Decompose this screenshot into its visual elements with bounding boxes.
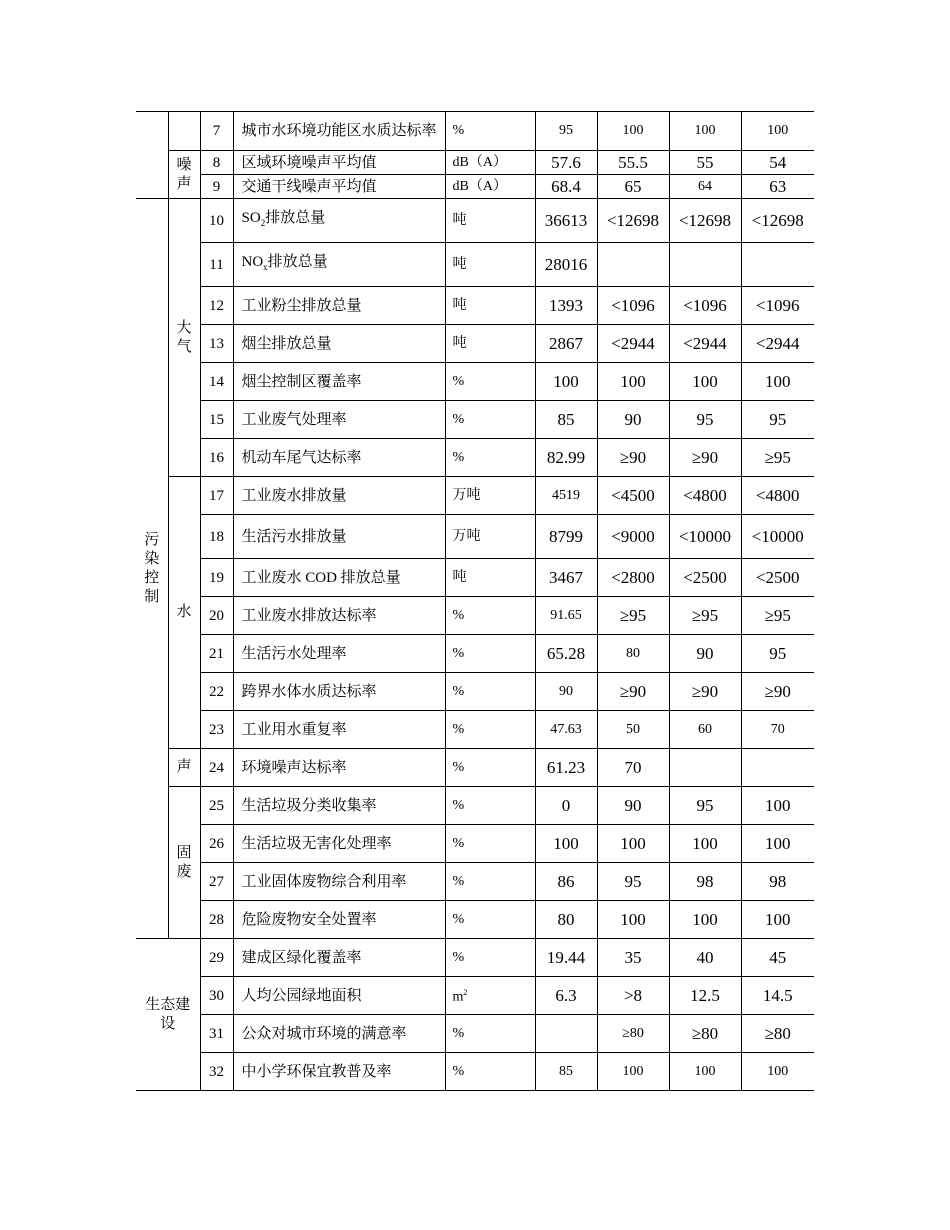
unit: 吨 — [445, 199, 535, 243]
value-target-3: ≥95 — [741, 439, 814, 477]
value-current: 57.6 — [535, 151, 597, 175]
unit: % — [445, 711, 535, 749]
row-number: 18 — [200, 515, 233, 559]
value-current: 90 — [535, 673, 597, 711]
table-row — [136, 863, 814, 901]
value-target-3: 100 — [741, 825, 814, 863]
value-target-2: ≥90 — [669, 673, 741, 711]
value-target-2: 100 — [669, 825, 741, 863]
value-target-3: 100 — [741, 363, 814, 401]
unit: % — [445, 673, 535, 711]
value-target-3: <4800 — [741, 477, 814, 515]
table-row — [136, 901, 814, 939]
value-target-2: <2944 — [669, 325, 741, 363]
unit: % — [445, 401, 535, 439]
table-row — [136, 1015, 814, 1053]
value-target-3: <2500 — [741, 559, 814, 597]
unit: % — [445, 1015, 535, 1053]
value-target-1: <2800 — [597, 559, 669, 597]
indicator-name: 区域环境噪声平均值 — [233, 151, 445, 175]
table-row — [136, 635, 814, 673]
row-number: 32 — [200, 1053, 233, 1091]
unit: % — [445, 112, 535, 151]
value-target-3: 100 — [741, 787, 814, 825]
value-current: 4519 — [535, 477, 597, 515]
table-row — [136, 477, 814, 515]
category-eco-construction: 生态建设 — [136, 939, 200, 1091]
table-row — [136, 1053, 814, 1091]
value-current: 8799 — [535, 515, 597, 559]
value-current: 19.44 — [535, 939, 597, 977]
value-current: 36613 — [535, 199, 597, 243]
value-current: 3467 — [535, 559, 597, 597]
row-number: 21 — [200, 635, 233, 673]
unit: % — [445, 825, 535, 863]
table-body — [136, 112, 814, 1091]
unit: % — [445, 787, 535, 825]
row-number: 24 — [200, 749, 233, 787]
value-target-1: 100 — [597, 112, 669, 151]
indicator-name: 交通干线噪声平均值 — [233, 175, 445, 199]
value-target-3: 100 — [741, 1053, 814, 1091]
value-target-3: ≥95 — [741, 597, 814, 635]
subcategory-noise: 噪声 — [168, 151, 200, 199]
value-target-3: <10000 — [741, 515, 814, 559]
unit: 万吨 — [445, 477, 535, 515]
table-row — [136, 151, 814, 175]
indicator-name: 环境噪声达标率 — [233, 749, 445, 787]
value-target-3: 14.5 — [741, 977, 814, 1015]
value-target-1: 100 — [597, 1053, 669, 1091]
value-target-2: 40 — [669, 939, 741, 977]
value-target-1: 65 — [597, 175, 669, 199]
indicator-name: 工业废水 COD 排放总量 — [233, 559, 445, 597]
value-target-2: <2500 — [669, 559, 741, 597]
value-target-2: 100 — [669, 1053, 741, 1091]
value-target-1: 55.5 — [597, 151, 669, 175]
row-number: 7 — [200, 112, 233, 151]
value-target-2 — [669, 243, 741, 287]
row-number: 26 — [200, 825, 233, 863]
row-number: 15 — [200, 401, 233, 439]
unit: 吨 — [445, 559, 535, 597]
unit: 吨 — [445, 287, 535, 325]
table-row — [136, 597, 814, 635]
value-current: 47.63 — [535, 711, 597, 749]
value-current: 68.4 — [535, 175, 597, 199]
unit: % — [445, 439, 535, 477]
value-current: 6.3 — [535, 977, 597, 1015]
unit: % — [445, 749, 535, 787]
value-current: 80 — [535, 901, 597, 939]
value-target-3: ≥80 — [741, 1015, 814, 1053]
value-target-1: 35 — [597, 939, 669, 977]
value-target-1: 80 — [597, 635, 669, 673]
indicator-name: 烟尘控制区覆盖率 — [233, 363, 445, 401]
value-current: 85 — [535, 401, 597, 439]
value-current: 82.99 — [535, 439, 597, 477]
value-target-2: ≥90 — [669, 439, 741, 477]
indicator-name: 工业粉尘排放总量 — [233, 287, 445, 325]
row-number: 27 — [200, 863, 233, 901]
indicator-name: 危险废物安全处置率 — [233, 901, 445, 939]
value-current: 95 — [535, 112, 597, 151]
row-number: 28 — [200, 901, 233, 939]
value-target-3: 95 — [741, 635, 814, 673]
indicator-name: 工业固体废物综合利用率 — [233, 863, 445, 901]
value-current: 86 — [535, 863, 597, 901]
unit: % — [445, 635, 535, 673]
value-target-2: <12698 — [669, 199, 741, 243]
value-target-1: 90 — [597, 401, 669, 439]
value-target-2: ≥80 — [669, 1015, 741, 1053]
value-target-3: <12698 — [741, 199, 814, 243]
row-number: 9 — [200, 175, 233, 199]
row-number: 23 — [200, 711, 233, 749]
value-target-1: ≥90 — [597, 673, 669, 711]
value-current: 100 — [535, 825, 597, 863]
value-target-2: <4800 — [669, 477, 741, 515]
table-row — [136, 749, 814, 787]
value-target-2: <1096 — [669, 287, 741, 325]
value-target-3: 100 — [741, 112, 814, 151]
value-current: 61.23 — [535, 749, 597, 787]
table-row — [136, 515, 814, 559]
unit: 吨 — [445, 243, 535, 287]
value-target-2: ≥95 — [669, 597, 741, 635]
table-row — [136, 559, 814, 597]
table-row — [136, 825, 814, 863]
unit: dB（A） — [445, 151, 535, 175]
value-target-3 — [741, 243, 814, 287]
category-pollution-control: 污染控制 — [136, 199, 168, 939]
table-row — [136, 199, 814, 243]
value-current: 1393 — [535, 287, 597, 325]
subcategory-sound: 声 — [168, 749, 200, 787]
value-target-3: 54 — [741, 151, 814, 175]
table-row — [136, 401, 814, 439]
table-row — [136, 363, 814, 401]
table-row — [136, 175, 814, 199]
indicator-name: 工业废水排放达标率 — [233, 597, 445, 635]
value-target-1 — [597, 243, 669, 287]
row-number: 11 — [200, 243, 233, 287]
value-target-1: 100 — [597, 363, 669, 401]
indicator-name: $NO_x$排放总量 — [233, 243, 445, 287]
value-target-1: <1096 — [597, 287, 669, 325]
row-number: 19 — [200, 559, 233, 597]
unit: dB（A） — [445, 175, 535, 199]
table-row — [136, 939, 814, 977]
value-target-3: <1096 — [741, 287, 814, 325]
value-target-2: 98 — [669, 863, 741, 901]
indicator-name: 生活污水排放量 — [233, 515, 445, 559]
row-number: 8 — [200, 151, 233, 175]
value-current: 28016 — [535, 243, 597, 287]
indicator-table — [136, 111, 814, 1091]
unit: % — [445, 939, 535, 977]
value-target-1: ≥80 — [597, 1015, 669, 1053]
category-cell-empty — [136, 112, 168, 199]
value-target-2: 90 — [669, 635, 741, 673]
row-number: 31 — [200, 1015, 233, 1053]
table-row — [136, 711, 814, 749]
indicator-name: 机动车尾气达标率 — [233, 439, 445, 477]
value-current: 2867 — [535, 325, 597, 363]
value-current — [535, 1015, 597, 1053]
row-number: 20 — [200, 597, 233, 635]
value-target-1: 50 — [597, 711, 669, 749]
indicator-name: $SO_2$排放总量 — [233, 199, 445, 243]
value-current: 100 — [535, 363, 597, 401]
row-number: 17 — [200, 477, 233, 515]
value-target-3: ≥90 — [741, 673, 814, 711]
value-target-3: 98 — [741, 863, 814, 901]
value-target-3: 45 — [741, 939, 814, 977]
unit: % — [445, 1053, 535, 1091]
value-target-2: 12.5 — [669, 977, 741, 1015]
value-target-1: <9000 — [597, 515, 669, 559]
value-target-1: 100 — [597, 901, 669, 939]
table-row — [136, 112, 814, 151]
subcategory-solid-waste: 固废 — [168, 787, 200, 939]
unit: 万吨 — [445, 515, 535, 559]
unit: % — [445, 597, 535, 635]
value-target-3 — [741, 749, 814, 787]
row-number: 29 — [200, 939, 233, 977]
value-target-1: >8 — [597, 977, 669, 1015]
value-target-1: <4500 — [597, 477, 669, 515]
value-target-1: 70 — [597, 749, 669, 787]
value-target-2: <10000 — [669, 515, 741, 559]
row-number: 12 — [200, 287, 233, 325]
value-target-3: 100 — [741, 901, 814, 939]
value-current: 91.65 — [535, 597, 597, 635]
value-target-3: 95 — [741, 401, 814, 439]
value-target-1: <12698 — [597, 199, 669, 243]
indicator-name: 工业废水排放量 — [233, 477, 445, 515]
subcategory-water: 水 — [168, 477, 200, 749]
indicator-name: 生活污水处理率 — [233, 635, 445, 673]
table-row — [136, 243, 814, 287]
value-target-1: ≥90 — [597, 439, 669, 477]
value-target-2: 64 — [669, 175, 741, 199]
indicator-name: 中小学环保宜教普及率 — [233, 1053, 445, 1091]
unit: $m^2$ — [445, 977, 535, 1015]
value-current: 0 — [535, 787, 597, 825]
indicator-name: 公众对城市环境的满意率 — [233, 1015, 445, 1053]
value-target-1: 100 — [597, 825, 669, 863]
indicator-name: 跨界水体水质达标率 — [233, 673, 445, 711]
indicator-name: 人均公园绿地面积 — [233, 977, 445, 1015]
unit: 吨 — [445, 325, 535, 363]
unit: % — [445, 863, 535, 901]
value-target-2: 55 — [669, 151, 741, 175]
table-row — [136, 673, 814, 711]
value-target-2: 100 — [669, 363, 741, 401]
value-target-2: 100 — [669, 112, 741, 151]
subcategory-air: 大气 — [168, 199, 200, 477]
indicator-name: 城市水环境功能区水质达标率 — [233, 112, 445, 151]
indicator-name: 生活垃圾分类收集率 — [233, 787, 445, 825]
unit: % — [445, 363, 535, 401]
table-row — [136, 977, 814, 1015]
indicator-name: 生活垃圾无害化处理率 — [233, 825, 445, 863]
value-target-2: 95 — [669, 787, 741, 825]
value-target-1: 95 — [597, 863, 669, 901]
value-target-2: 60 — [669, 711, 741, 749]
row-number: 25 — [200, 787, 233, 825]
value-target-2 — [669, 749, 741, 787]
table-row — [136, 325, 814, 363]
row-number: 22 — [200, 673, 233, 711]
subcategory-cell-empty — [168, 112, 200, 151]
unit: % — [445, 901, 535, 939]
value-target-1: <2944 — [597, 325, 669, 363]
value-target-1: 90 — [597, 787, 669, 825]
value-target-3: <2944 — [741, 325, 814, 363]
row-number: 30 — [200, 977, 233, 1015]
row-number: 14 — [200, 363, 233, 401]
row-number: 16 — [200, 439, 233, 477]
value-target-3: 70 — [741, 711, 814, 749]
value-target-2: 95 — [669, 401, 741, 439]
value-target-3: 63 — [741, 175, 814, 199]
row-number: 13 — [200, 325, 233, 363]
indicator-name: 建成区绿化覆盖率 — [233, 939, 445, 977]
indicator-name: 工业用水重复率 — [233, 711, 445, 749]
table-row — [136, 439, 814, 477]
indicator-name: 烟尘排放总量 — [233, 325, 445, 363]
indicator-name: 工业废气处理率 — [233, 401, 445, 439]
table-row — [136, 787, 814, 825]
value-target-1: ≥95 — [597, 597, 669, 635]
table-row — [136, 287, 814, 325]
value-current: 85 — [535, 1053, 597, 1091]
value-target-2: 100 — [669, 901, 741, 939]
row-number: 10 — [200, 199, 233, 243]
value-current: 65.28 — [535, 635, 597, 673]
